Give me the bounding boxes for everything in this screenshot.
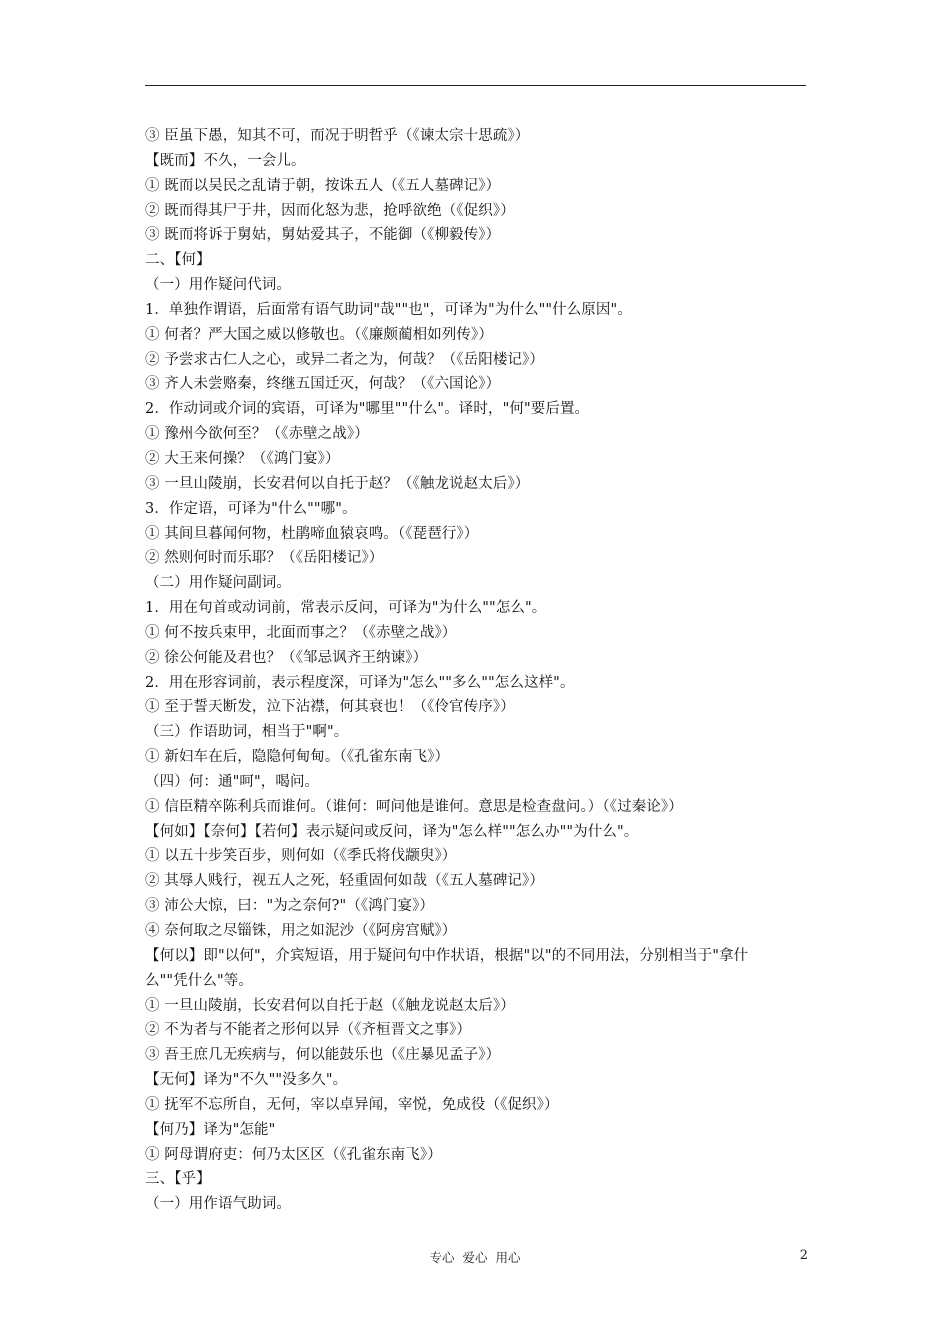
text-line: 【何乃】译为"怎能": [145, 1121, 276, 1138]
text-line: ① 何者？严大国之威以修敬也。（《廉颇蔺相如列传》）: [145, 326, 493, 343]
text-line: ④ 奈何取之尽锱铢，用之如泥沙（《阿房宫赋》）: [145, 923, 457, 939]
text-line: 三、【乎】: [145, 1171, 211, 1188]
text-line: ③ 臣虽下愚，知其不可，而况于明哲乎（《谏太宗十思疏》）: [145, 128, 530, 144]
text-line: ① 阿母谓府吏：何乃太区区（《孔雀东南飞》）: [145, 1146, 442, 1163]
page-footer: 专心 爱心 用心: [429, 1250, 521, 1265]
text-line: ② 徐公何能及君也？（《邹忌讽齐王纳谏》）: [145, 649, 428, 666]
text-line: 二、【何】: [145, 252, 211, 269]
text-line: （三）作语助词，相当于"啊"。: [145, 724, 349, 741]
text-line: ③ 吾王庶几无疾病与，何以能鼓乐也（《庄暴见孟子》）: [145, 1047, 501, 1064]
text-line: ② 大王来何操？（《鸿门宴》）: [145, 450, 340, 467]
text-line: ③ 沛公大惊，曰："为之奈何?"（《鸿门宴》）: [145, 898, 435, 915]
text-line: ② 其辱人贱行，视五人之死，轻重固何如哉（《五人墓碑记》）: [145, 873, 545, 890]
text-line: ① 抚军不忘所自，无何，宰以卓异闻，宰悦，免成役（《促织》）: [145, 1096, 559, 1113]
text-line: ① 新妇车在后，隐隐何甸甸。（《孔雀东南飞》）: [145, 749, 450, 766]
text-line: （二）用作疑问副词。: [145, 575, 291, 592]
text-line: ① 至于誓天断发，泣下沾襟，何其衰也！（《伶官传序》）: [145, 699, 515, 716]
page-number: 2: [799, 1248, 808, 1263]
text-line: 【何以】即"以何"，介宾短语，用于疑问句中作状语，根据"以"的不同用法，分别相当于"拿什: [145, 947, 749, 964]
text-line: ① 以五十步笑百步，则何如（《季氏将伐颛臾》）: [145, 848, 457, 865]
text-line: 1．单独作谓语，后面常有语气助词"哉""也"，可译为"为什么""什么原因"。: [145, 301, 632, 318]
text-line: （一）用作疑问代词。: [145, 277, 291, 294]
text-line: ① 豫州今欲何至？（《赤壁之战》）: [145, 426, 369, 443]
text-line: （四）何：通"呵"，喝问。: [145, 773, 320, 790]
text-line: 2．用在形容词前，表示程度深，可译为"怎么""多么""怎么这样"。: [145, 674, 575, 691]
text-line: 1．用在句首或动词前，常表示反问，可译为"为什么""怎么"。: [145, 600, 547, 617]
text-line: ② 然则何时而乐耶？（《岳阳楼记》）: [145, 550, 384, 567]
text-line: ② 既而得其尸于井，因而化怒为悲，抢呼欲绝（《促织》）: [145, 202, 515, 219]
text-line: 【何如】【奈何】【若何】表示疑问或反问，译为"怎么样""怎么办""为什么"。: [145, 823, 639, 840]
text-line: ② 不为者与不能者之形何以异（《齐桓晋文之事》）: [145, 1022, 472, 1039]
text-line: ① 何不按兵束甲，北面而事之？（《赤壁之战》）: [145, 624, 457, 641]
text-line: ① 其间旦暮闻何物，杜鹃啼血猿哀鸣。（《琵琶行》）: [145, 525, 479, 542]
document-body: [145, 124, 810, 1217]
text-line: 3．作定语，可译为"什么""哪"。: [145, 500, 357, 517]
text-line: ① 信臣精卒陈利兵而谁何。（谁何：呵问他是谁何。意思是检查盘问。）（《过秦论》）: [145, 798, 683, 815]
text-line: 么""凭什么"等。: [145, 972, 253, 989]
text-line: ③ 一旦山陵崩，长安君何以自托于赵？（《触龙说赵太后》）: [145, 475, 530, 492]
text-line: ① 一旦山陵崩，长安君何以自托于赵（《触龙说赵太后》）: [145, 997, 515, 1014]
text-line: ③ 齐人未尝赂秦，终继五国迁灭，何哉？（《六国论》）: [145, 376, 501, 393]
text-line: 【无何】译为"不久""没多久"。: [145, 1072, 348, 1089]
text-line: （一）用作语气助词。: [145, 1196, 291, 1213]
text-line: ① 既而以吴民之乱请于朝，按诛五人（《五人墓碑记》）: [145, 177, 501, 194]
text-line: ③ 既而将诉于舅姑，舅姑爱其子，不能御（《柳毅传》）: [145, 227, 501, 244]
text-line: ② 予尝求古仁人之心，或异二者之为，何哉？（《岳阳楼记》）: [145, 351, 545, 368]
text-line: 【既而】不久，一会儿。: [145, 152, 306, 169]
header-rule: [145, 85, 806, 86]
text-line: 2．作动词或介词的宾语，可译为"哪里""什么"。译时，"何"要后置。: [145, 401, 590, 418]
